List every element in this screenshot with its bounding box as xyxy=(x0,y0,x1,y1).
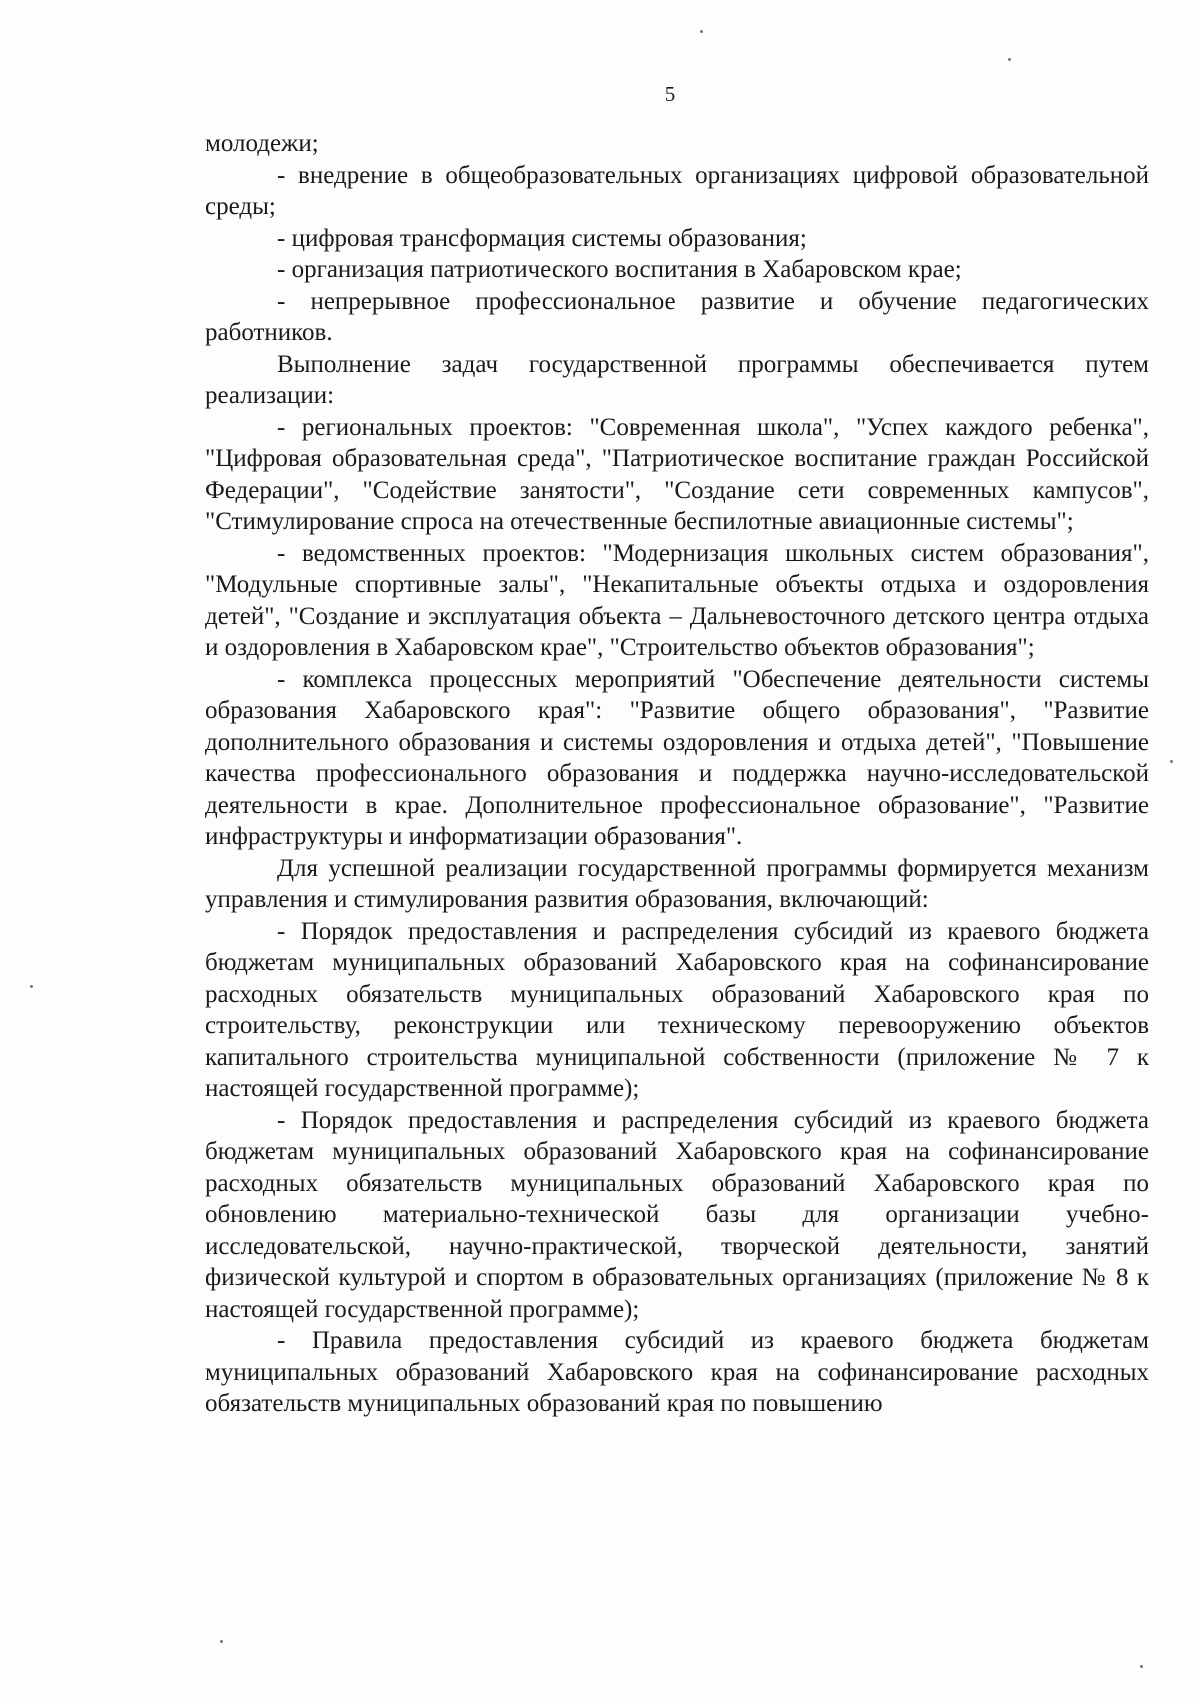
paragraph-12: - Порядок предоставления и распределения субсидий из краевого бюджета бюджетам муниципальных образований Хабаровского края на софинансирование расходных обязательств муниципальных образований Хабаровского края по обновлению материально-технической базы для организации учебно-исследовательской, научно-практической, творческой деятельности, занятий физической культурой и спортом в образовательных организациях (приложение № 8 к настоящей государственной программе); xyxy=(205,1106,1149,1323)
scan-speck xyxy=(220,1640,223,1643)
page-number: 5 xyxy=(664,82,676,106)
scan-speck xyxy=(700,30,703,33)
paragraph-6: Выполнение задач государственной программы обеспечивается путем реализации: xyxy=(205,350,1149,409)
paragraph-5: - непрерывное профессиональное развитие и обучение педагогических работников. xyxy=(205,287,1149,346)
paragraph-1: молодежи; xyxy=(205,130,319,157)
scan-speck xyxy=(30,985,33,988)
paragraph-13: - Правила предоставления субсидий из краевого бюджета бюджетам муниципальных образований Хабаровского края на софинансирование расходных обязательств муниципальных образований края по повышению xyxy=(205,1327,1149,1417)
paragraph-7: - региональных проектов: "Современная школа", "Успех каждого ребенка", "Цифровая образовательная среда", "Патриотическое воспитание граждан Российской Федерации", "Содействие занятости", "Создание сети современных кампусов", "Стимулирование спроса на отечественные беспилотные авиационные системы"; xyxy=(205,413,1149,535)
scan-speck xyxy=(1140,1665,1143,1668)
paragraph-9: - комплекса процессных мероприятий "Обеспечение деятельности системы образования Хабаровского края": "Развитие общего образования", "Развитие дополнительного образования и системы оздоровления и отдыха детей", "Повышение качества профессионального образования и поддержка научно-исследовательской деятельности в крае. Дополнительное профессиональное образование", "Развитие инфраструктуры и информатизации образования". xyxy=(205,665,1149,850)
paragraph-10: Для успешной реализации государственной программы формируется механизм управления и стимулирования развития образования, включающий: xyxy=(205,854,1149,913)
paragraph-8: - ведомственных проектов: "Модернизация школьных систем образования", "Модульные спортивные залы", "Некапитальные объекты отдыха и оздоровления детей", "Создание и эксплуатация объекта – Дальневосточного детского центра отдыха и оздоровления в Хабаровском крае", "Строительство объектов образования"; xyxy=(205,539,1149,661)
paragraph-2: - внедрение в общеобразовательных организациях цифровой образовательной среды; xyxy=(205,161,1149,220)
scan-speck xyxy=(1008,58,1011,61)
paragraph-11: - Порядок предоставления и распределения субсидий из краевого бюджета бюджетам муниципальных образований Хабаровского края на софинансирование расходных обязательств муниципальных образований Хабаровского края по строительству, реконструкции или техническому перевооружению объектов капитального строительства муниципальной собственности (приложение № 7 к настоящей государственной программе); xyxy=(205,917,1149,1102)
paragraph-3: - цифровая трансформация системы образования; xyxy=(277,224,807,252)
paragraph-4: - организация патриотического воспитания в Хабаровском крае; xyxy=(277,256,962,283)
scan-speck xyxy=(1170,760,1173,763)
document-body xyxy=(205,128,1149,1420)
